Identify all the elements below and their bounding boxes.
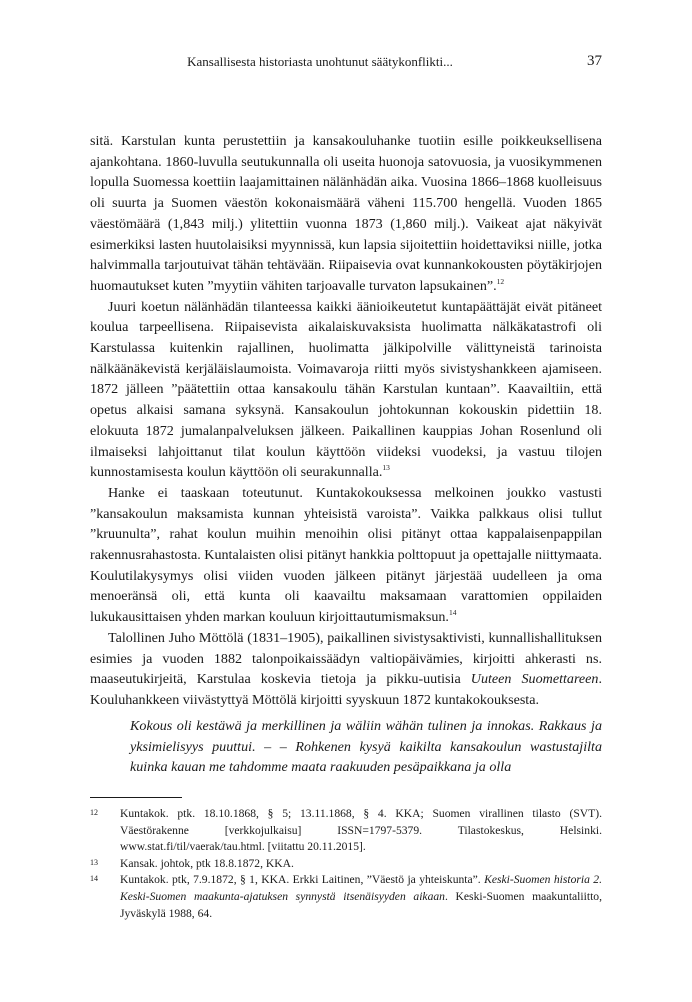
- newspaper-title: Uuteen Suomettareen: [470, 671, 599, 688]
- footnote-number: 14: [90, 874, 98, 884]
- footnote-number: 12: [90, 808, 98, 817]
- footnotes: [90, 806, 602, 922]
- footnote-ref: 14: [448, 608, 457, 618]
- page-number: 37: [587, 53, 602, 69]
- body-text: [90, 131, 602, 711]
- paragraph: [90, 131, 602, 297]
- footnote: [90, 806, 602, 856]
- running-title: Kansallisesta historiasta unohtunut säätykonflikti...: [187, 54, 453, 69]
- footnote: [90, 872, 602, 922]
- footnote-text: Kansak. johtok, ptk 18.8.1872, KKA.: [120, 856, 294, 870]
- paragraph-text: Juuri koetun nälänhädän tilanteessa kaikki äänioikeutetut kuntapäättäjät eivät pitäneet koulua tarpeellisena. Riipaisevista aikalaiskuvaksista huolimatta nälkäkatastrofi oli Karstulassa kuitenkin rajallinen, huolimatta jälkipolville välittyneistä tarinoista nälkäänäkevistä kerjäläislaumoista. Voimavaroja riitti myös sivistyshankkeen ajamiseen. 1872 jälleen ”päätettiin ottaa kansakoulu tähän Karstulan kuntaan”. Kaavailtiin, että opetus alkaisi samana syksynä. Kansakoulun johtokunnan kokouskin pidettiin 18. elokuuta 1872 jumalanpalveluksen jälkeen. Paikallinen kauppias Johan Rosenlund oli ilmaiseksi lahjoittanut tilat koulun käyttöön viideksi vuodeksi, ja vastuu tilojen kunnostamisesta koulun käyttöön oli seurakunnalla.: [90, 298, 602, 481]
- footnote: [90, 856, 602, 873]
- footnote-text: [120, 872, 602, 922]
- paragraph-text: Hanke ei taaskaan toteutunut. Kuntakokouksessa melkoinen joukko vastusti ”kansakoulun maksamista kunnan yhteisistä varoista”. Vaikka palkkaus olisi tullut ”kruunulta”, rahat koulun muihin menoihin olisi pitänyt ottaa kappalaisenpappilan rakennusrahastosta. Kuntalaisten olisi pitänyt hankkia polttopuut ja opettajalle niittymaata. Koulutilakysymys olisi viiden vuoden jälkeen pitänyt järjestää uudelleen ja oma menoeränsä oli, että kunta oli kaavailtu maksamaan varattomien oppilaiden lukukausittaisen yhden markan kouluun kirjoittautumismaksun.: [90, 484, 602, 626]
- footnote-ref: 12: [496, 276, 505, 286]
- footnote-number: 13: [90, 857, 98, 867]
- paragraph-text: . Kouluhankkeen viivästyttyä Möttölä kirjoitti syyskuun 1872 kuntakokouksesta.: [90, 671, 603, 708]
- block-quote: Kokous oli kestäwä ja merkillinen ja wäliin wähän tulinen ja innokas. Rakkaus ja yksimielisyys puuttui. – – Rohkenen kysyä kaikilta kansakoulun wastustajilta kuinka kauan me tahdomme maata raakuuden pesäpaikkana ja olla: [130, 718, 602, 776]
- book-title: Keski-Suomen historia 2. Keski-Suomen maakunta-ajatuksen synnystä itsenäisyyden aikaan: [120, 873, 602, 903]
- footnote-divider: [90, 797, 182, 798]
- footnote-ref: 13: [382, 463, 390, 473]
- footnote-text-part: Kuntakok. ptk, 7.9.1872, § 1, KKA. Erkki Laitinen, ”Väestö ja yhteiskunta”.: [120, 873, 485, 887]
- paragraph-text: sitä. Karstulan kunta perustettiin ja kansakouluhanke tuotiin esille poikkeuksellisena ajankohtana. 1860-luvulla seutukunnalla oli useita huonoja satovuosia, ja vuosikymmenen lopulla Suomessa koettiin laajamittainen nälänhädän aika. Vuosina 1866–1868 kuolleisuus oli suurta ja Suomen väestön kokonaismäärä väheni 115.700 hengellä. Vuoden 1865 väestömäärä (1,843 milj.) ylitettiin vuonna 1873 (1,860 milj.). Vaikeat ajat näkyivät esimerkiksi lasten huutolaisiksi myynnissä, kun lapsia sijoitettiin hoidettaviksi niille, jotka halvimmalla tarjoutuivat tähän tehtävään. Riipaisevia ovat kunnankokousten pöytäkirjojen huomautukset kuten ”myytiin vähiten tarjoavalle turvaton lapsukainen”.: [90, 133, 602, 294]
- footnote-text: Kuntakok. ptk. 18.10.1868, § 5; 13.11.1868, § 4. KKA; Suomen virallinen tilasto (SVT). Väestörakenne [verkkojulkaisu] ISSN=1797-5379. Tilastokeskus, Helsinki. www.stat.fi/til/vaerak/tau.html. [viitattu 20.11.2015].: [120, 807, 602, 854]
- paragraph: [90, 297, 602, 483]
- paragraph: [90, 483, 602, 628]
- paragraph: [90, 628, 602, 711]
- paragraph-text: Talollinen Juho Möttölä (1831–1905), paikallinen sivistysaktivisti, kunnallishallituksen esimies ja vuoden 1882 talonpoikaissäädyn valtiopäivämies, kirjoitti ahkerasti ns. maaseutukirjeitä, Karstulaa koskevia tietoja ja pikku-uutisia: [90, 629, 602, 688]
- footnote-text-part: . Keski-Suomen maakuntaliitto, Jyväskylä 1988, 64.: [120, 889, 602, 920]
